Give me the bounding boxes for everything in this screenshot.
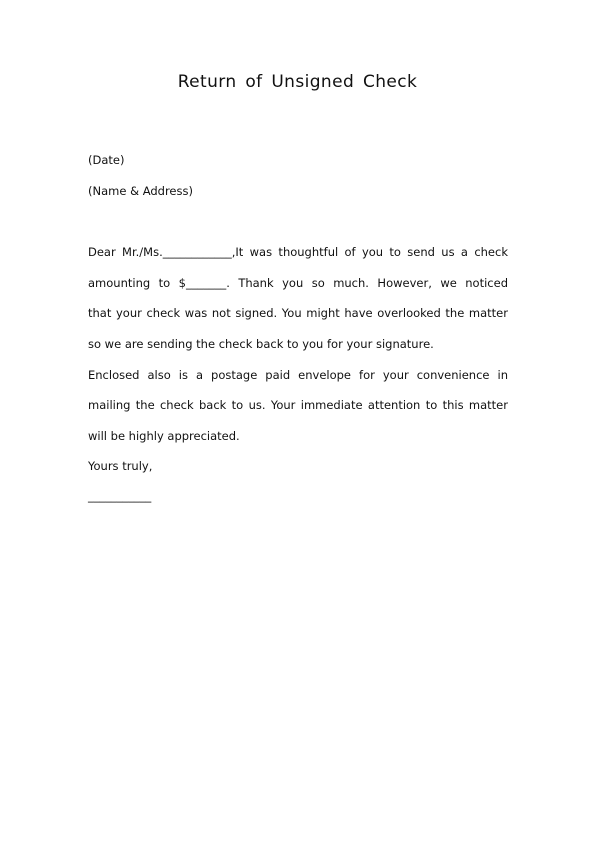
body-line: amounting to $_______. Thank you so much. However, we noticed — [88, 276, 508, 290]
body-line: Enclosed also is a postage paid envelope for your convenience in — [88, 368, 508, 382]
body-line: Dear Mr./Ms.____________,It was thoughtful of you to send us a check — [88, 245, 508, 259]
closing-text: Yours truly, — [88, 459, 153, 473]
body-line: will be highly appreciated. — [88, 429, 240, 443]
body-line: so we are sending the check back to you for your signature. — [88, 337, 434, 351]
signature-line: ___________ — [88, 489, 152, 503]
body-line: mailing the check back to us. Your immediate attention to this matter — [88, 398, 508, 412]
date-placeholder: (Date) — [88, 153, 125, 167]
document-title: Return of Unsigned Check — [177, 72, 418, 92]
body-line: that your check was not signed. You might have overlooked the matter — [88, 306, 508, 320]
name-address-placeholder: (Name & Address) — [88, 184, 193, 198]
